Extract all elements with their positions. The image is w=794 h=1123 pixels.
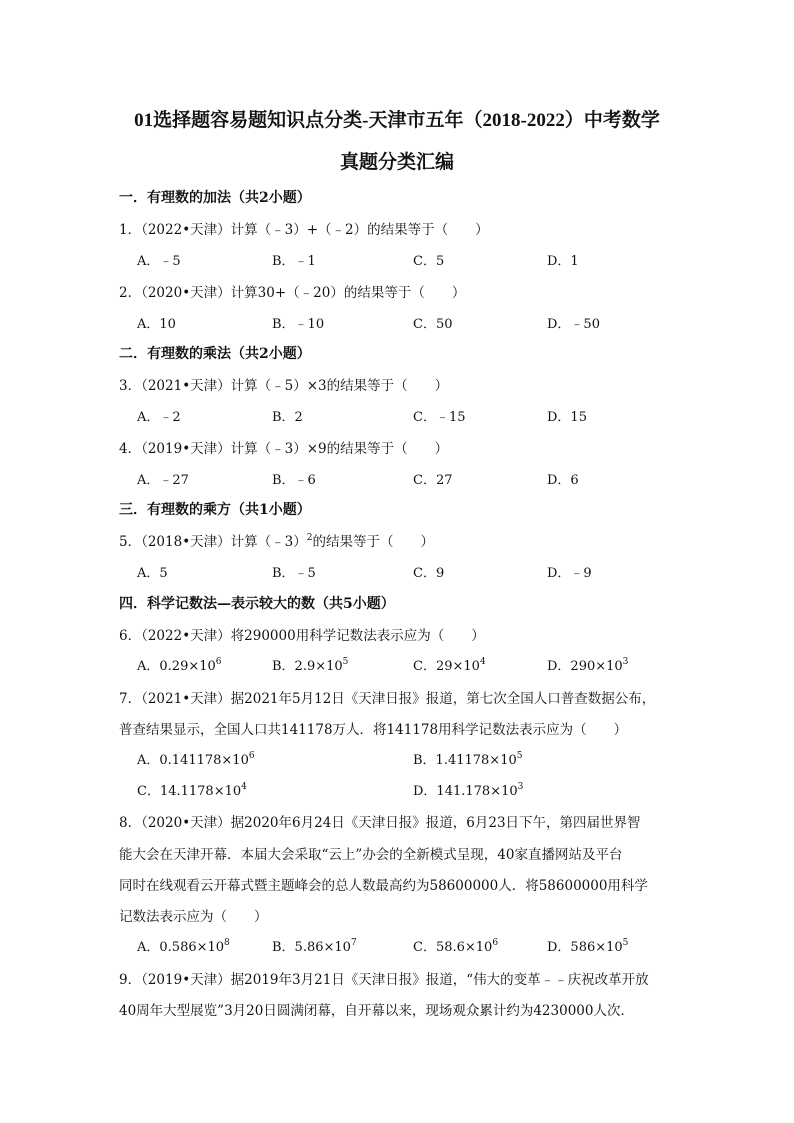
q4-option-b: B．﹣6 bbox=[272, 473, 316, 488]
section-heading-multiplication: 二．有理数的乘法（共2小题） bbox=[119, 346, 311, 362]
q6-option-d: D．$290\times 10^3$ bbox=[547, 657, 629, 674]
question-8-line1: 8．（2020•天津）据2020年6月24日《天津日报》报道，6月23日下午，第四届世界智 bbox=[119, 815, 641, 831]
question-5: 5．（2018•天津）计算（﹣3）$^2$的结果等于（ ） bbox=[119, 533, 434, 550]
q4-option-a: A．﹣27 bbox=[137, 473, 189, 488]
q8-option-d: D．$586\times 10^5$ bbox=[547, 938, 629, 955]
q6-option-a: A．$0.29\times 10^6$ bbox=[137, 657, 222, 674]
q2-option-b: B．﹣10 bbox=[272, 317, 325, 332]
question-9-line2: 40周年大型展览”3月20日圆满闭幕，自开幕以来，现场观众累计约为4230000人次． bbox=[119, 1003, 634, 1019]
q3-option-a: A．﹣2 bbox=[137, 410, 181, 425]
q5-exponent: 2 bbox=[306, 533, 313, 543]
q1-option-d: D．1 bbox=[547, 254, 579, 269]
q6-option-b: B．$2.9\times 10^5$ bbox=[272, 657, 349, 674]
q5-option-b: B．﹣5 bbox=[272, 566, 316, 581]
document-title-line2: 真题分类汇编 bbox=[339, 152, 454, 173]
q2-option-a: A．10 bbox=[137, 317, 176, 332]
q1-option-b: B．﹣1 bbox=[272, 254, 316, 269]
section-heading-scientific-notation: 四．科学记数法—表示较大的数（共5小题） bbox=[119, 596, 395, 612]
q2-option-d: D．﹣50 bbox=[547, 317, 600, 332]
q5-option-c: C．9 bbox=[413, 566, 445, 581]
q1-option-a: A．﹣5 bbox=[137, 254, 181, 269]
question-1: 1．（2022•天津）计算（﹣3）+（﹣2）的结果等于（ ） bbox=[119, 222, 489, 238]
q3-option-b: B．2 bbox=[272, 410, 303, 425]
q4-option-d: D．6 bbox=[547, 473, 579, 488]
q7-option-a: A．$0.141178\times 10^6$ bbox=[137, 751, 255, 768]
question-7-line1: 7．（2021•天津）据2021年5月12日《天津日报》报道，第七次全国人口普查数据公布， bbox=[119, 691, 656, 707]
q5-option-d: D．﹣9 bbox=[547, 566, 592, 581]
question-2: 2．（2020•天津）计算30+（﹣20）的结果等于（ ） bbox=[119, 285, 466, 301]
question-8-line3: 同时在线观看云开幕式暨主题峰会的总人数最高约为58600000人．将58600000用科学 bbox=[119, 878, 648, 894]
q2-option-c: C．50 bbox=[413, 317, 453, 332]
question-9-line1: 9．（2019•天津）据2019年3月21日《天津日报》报道，“伟大的变革﹣﹣庆祝改革开放 bbox=[119, 972, 649, 988]
q3-option-c: C．﹣15 bbox=[413, 410, 466, 425]
q1-option-c: C．5 bbox=[413, 254, 445, 269]
q7-option-b: B．$1.41178\times 10^5$ bbox=[413, 751, 523, 768]
question-3: 3．（2021•天津）计算（﹣5）×3的结果等于（ ） bbox=[119, 378, 449, 394]
q4-option-c: C．27 bbox=[413, 473, 453, 488]
section-heading-exponent: 三．有理数的乘方（共1小题） bbox=[119, 502, 311, 518]
q8-option-a: A．$0.586\times 10^8$ bbox=[137, 938, 230, 955]
q8-option-b: B．$5.86\times 10^7$ bbox=[272, 938, 357, 955]
q7-option-d: D．$141.178\times 10^3$ bbox=[413, 782, 524, 799]
question-4: 4．（2019•天津）计算（﹣3）×9的结果等于（ ） bbox=[119, 441, 449, 457]
section-heading-addition: 一．有理数的加法（共2小题） bbox=[119, 190, 311, 206]
question-8-line4: 记数法表示应为（ ） bbox=[119, 909, 268, 925]
q7-option-c: C．$14.1178\times 10^4$ bbox=[137, 782, 247, 799]
question-8-line2: 能大会在天津开幕．本届大会采取“云上”办会的全新模式呈现，40家直播网站及平台 bbox=[119, 847, 623, 863]
q3-option-d: D．15 bbox=[547, 410, 587, 425]
document-title-line1: 01选择题容易题知识点分类-天津市五年（2018-2022）中考数学 bbox=[134, 110, 660, 131]
q8-option-c: C．$58.6\times 10^6$ bbox=[413, 938, 499, 955]
question-6: 6．（2022•天津）将290000用科学记数法表示应为（ ） bbox=[119, 628, 485, 644]
q5-option-a: A．5 bbox=[137, 566, 168, 581]
question-7-line2: 普查结果显示，全国人口共141178万人．将141178用科学记数法表示应为（ ） bbox=[119, 722, 628, 738]
q6-option-c: C．$29\times 10^4$ bbox=[413, 657, 486, 674]
